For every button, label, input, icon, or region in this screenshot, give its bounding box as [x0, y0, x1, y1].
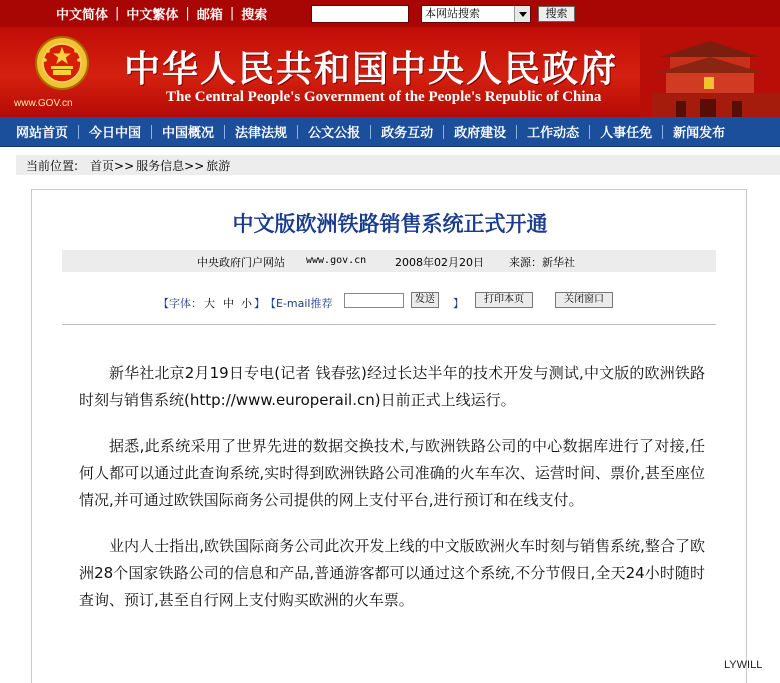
article-box — [31, 189, 747, 683]
chevron-down-icon — [514, 6, 530, 22]
nav-divider — [224, 125, 225, 139]
font-size-label: 【字体： — [158, 297, 202, 310]
article-meta — [62, 250, 716, 272]
separator: | — [185, 6, 190, 21]
article-tools — [32, 290, 748, 312]
separator: | — [229, 6, 235, 21]
separator: | — [115, 6, 120, 21]
nav-divider — [589, 125, 590, 139]
meta-source: 来源：新华社 — [509, 256, 575, 269]
breadcrumb — [16, 155, 780, 175]
nav-divider — [151, 125, 152, 139]
article-divider — [62, 324, 716, 325]
link-simplified-chinese[interactable]: 中文简体 — [56, 8, 109, 23]
nav-government-building[interactable]: 政府建设 — [454, 126, 507, 141]
nav-interaction[interactable]: 政务互动 — [381, 126, 434, 141]
national-emblem-icon — [34, 35, 90, 91]
site-url: www.GOV.cn — [14, 98, 73, 109]
site-banner — [0, 27, 780, 117]
nav-work-updates[interactable]: 工作动态 — [527, 126, 580, 141]
breadcrumb-home[interactable]: 首页>> — [90, 158, 135, 173]
top-bar — [0, 0, 780, 27]
nav-divider — [662, 125, 663, 139]
nav-divider — [370, 125, 371, 139]
nav-bulletins[interactable]: 公文公报 — [308, 126, 361, 141]
tiananmen-icon — [640, 27, 780, 117]
email-recommend-close: 】 — [453, 297, 464, 310]
search-scope-select[interactable] — [421, 5, 531, 23]
article-body — [79, 360, 705, 633]
nav-divider — [297, 125, 298, 139]
watermark: LYWILL — [724, 659, 763, 671]
nav-appointments[interactable]: 人事任免 — [600, 126, 653, 141]
nav-press-release[interactable]: 新闻发布 — [673, 126, 726, 141]
site-title: 中华人民共和国中央人民政府 — [124, 49, 619, 90]
email-recommend-label: 【E-mail推荐 — [265, 297, 333, 310]
main-nav — [0, 117, 780, 147]
email-field[interactable] — [344, 293, 404, 308]
font-size-close: 】 — [254, 297, 265, 310]
link-traditional-chinese[interactable]: 中文繁体 — [126, 8, 179, 23]
search-scope-value: 本网站搜索 — [425, 7, 480, 20]
print-button[interactable]: 打印本页 — [475, 292, 533, 308]
article-paragraph: 据悉,此系统采用了世界先进的数据交换技术,与欧洲铁路公司的中心数据库进行了对接,任何人都可以通过此查询系统,实时得到欧洲铁路公司准确的火车车次、运营时间、票价,甚至座位情况,并可通过欧铁国际商务公司提供的网上支付平台,进行预订和在线支付。 — [79, 437, 705, 509]
nav-today-china[interactable]: 今日中国 — [89, 126, 142, 141]
breadcrumb-travel[interactable]: 旅游 — [206, 158, 231, 173]
nav-divider — [516, 125, 517, 139]
font-small-link[interactable]: 小 — [241, 297, 252, 310]
breadcrumb-label: 当前位置: — [26, 158, 79, 173]
breadcrumb-bar — [0, 147, 780, 180]
link-mailbox[interactable]: 邮箱 — [196, 8, 223, 23]
meta-date: 2008年02月20日 — [395, 256, 484, 269]
nav-china-overview[interactable]: 中国概况 — [162, 126, 215, 141]
nav-divider — [78, 125, 79, 139]
nav-divider — [443, 125, 444, 139]
meta-site: 中央政府门户网站 — [197, 256, 285, 269]
close-window-button[interactable]: 关闭窗口 — [555, 292, 613, 308]
font-medium-link[interactable]: 中 — [223, 297, 234, 310]
top-links — [49, 0, 274, 27]
article-paragraph: 新华社北京2月19日专电(记者 钱春弦)经过长达半年的技术开发与测试,中文版的欧洲铁路时刻与销售系统(http://www.europerail.cn)日前正式上线运行。 — [79, 364, 705, 409]
article-paragraph: 业内人士指出,欧铁国际商务公司此次开发上线的中文版欧洲火车时刻与销售系统,整合了欧洲28个国家铁路公司的信息和产品,普通游客都可以通过这个系统,不分节假日,全天24小时随时查询、预订,甚至自行网上支付购买欧洲的火车票。 — [79, 537, 705, 609]
send-button[interactable]: 发送 — [411, 292, 439, 308]
nav-laws[interactable]: 法律法规 — [235, 126, 288, 141]
font-large-link[interactable]: 大 — [204, 297, 215, 310]
article-title: 中文版欧洲铁路销售系统正式开通 — [232, 212, 548, 236]
meta-url: www.gov.cn — [306, 255, 367, 266]
breadcrumb-service-info[interactable]: 服务信息>> — [136, 158, 205, 173]
search-button[interactable]: 搜索 — [538, 6, 575, 22]
search-input[interactable] — [311, 5, 409, 23]
nav-home[interactable]: 网站首页 — [16, 126, 69, 141]
site-subtitle: The Central People's Government of the People's Republic of China — [166, 89, 602, 105]
link-search[interactable]: 搜索 — [241, 8, 268, 23]
